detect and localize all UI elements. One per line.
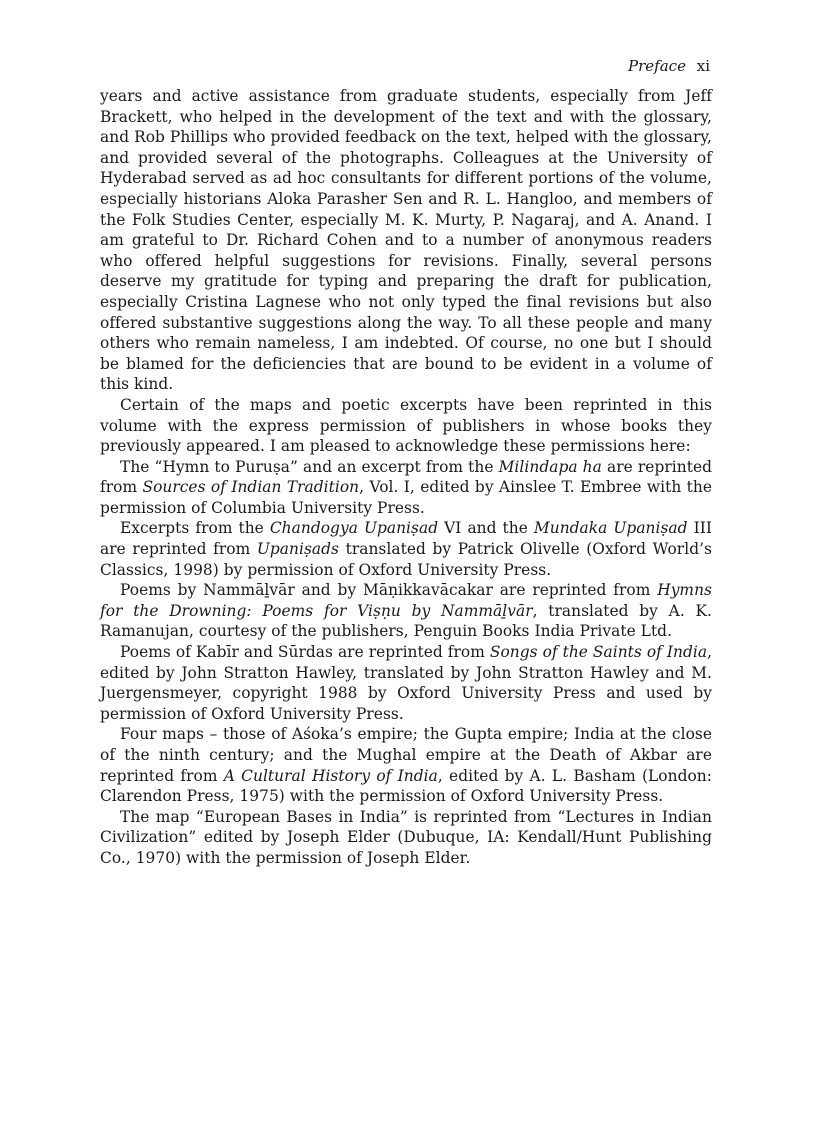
preface-body — [100, 86, 712, 869]
italic-title: Songs of the Saints of India — [489, 643, 708, 662]
italic-title: Upaniṣads — [256, 540, 339, 559]
text-run: are reprinted from — [100, 457, 713, 497]
paragraph-nammalvar — [100, 580, 712, 642]
text-run: The map “European Bases in India” is reprinted from “Lectures in Indian Civilization” edited by Joseph Elder (Dubuque, IA: Kendall/Hunt Publishing Co., 1970) with the permission of Joseph Elder. — [100, 807, 712, 867]
running-head — [628, 56, 710, 76]
text-run: Excerpts from the — [120, 519, 270, 538]
text-run: III are reprinted from — [100, 519, 712, 559]
paragraph-european-bases-map — [100, 807, 712, 869]
text-run: , edited by A. L. Basham (London: Clarendon Press, 1975) with the permission of Oxford University Press. — [100, 766, 712, 806]
text-run: translated by Patrick Olivelle (Oxford World’s Classics, 1998) by permission of Oxford University Press. — [100, 540, 712, 579]
paragraph-acknowledgments — [100, 86, 712, 395]
paragraph-hymn-to-purusa — [100, 457, 712, 519]
text-run: VI and the — [438, 519, 534, 538]
paragraph-permissions-intro — [100, 395, 712, 457]
text-run: Four maps – those of Aśoka’s empire; the Gupta empire; India at the close of the ninth century; and the Mughal empire at the Death of Akbar are reprinted from — [100, 725, 712, 785]
text-run: Poems by Nammāḻvār and by Māṇikkavācakar are reprinted from — [120, 581, 658, 600]
text-run: , edited by John Stratton Hawley, translated by John Stratton Hawley and M. Juergensmeyer, copyright 1988 by Oxford University Press and used by permission of Oxford University Press. — [100, 643, 713, 723]
italic-title: Sources of Indian Tradition — [142, 478, 360, 497]
text-run: Poems of Kabīr and Sūrdas are reprinted from — [120, 643, 490, 662]
paragraph-kabir-surdas — [100, 642, 712, 724]
text-run: , translated by A. K. Ramanujan, courtesy of the publishers, Penguin Books India Private Ltd. — [100, 601, 712, 641]
text-run: Certain of the maps and poetic excerpts have been reprinted in this volume with the express permission of publishers in whose books they previously appeared. I am pleased to acknowledge these permissions here: — [100, 395, 712, 456]
text-run: years and active assistance from graduate students, especially from Jeff Brackett, who helped in the development of the text and with the glossary, and Rob Phillips who provided feedback on the text, helped with the glossary, and provided several of the photographs. Colleagues at the University of Hyderabad served as ad hoc consultants for different portions of the volume, especially historians Aloka Parasher Sen and R. L. Hangloo, and members of the Folk Studies Center, especially M. K. Murty, P. Nagaraj, and A. Anand. I am grateful to Dr. Richard Cohen and to a number of anonymous readers who offered helpful suggestions for revisions. Finally, several persons deserve my gratitude for typing and preparing the draft for publication, especially Cristina Lagnese who not only typed the final revisions but also offered substantive suggestions along the way. To all these people and many others who remain nameless, I am indebted. Of course, no one but I should be blamed for the deficiencies that are bound to be evident in a volume of this kind. — [100, 87, 712, 394]
italic-title: Chandogya Upaniṣad — [269, 519, 439, 538]
text-run: The “Hymn to Puruṣa” and an excerpt from the — [120, 457, 499, 476]
running-head-title: Preface — [628, 57, 686, 75]
paragraph-four-maps — [100, 724, 712, 806]
italic-title: Milindapa ha — [498, 457, 602, 476]
page-number: xi — [696, 57, 710, 75]
paragraph-upanisads — [100, 518, 712, 580]
italic-title: Hymns for the Drowning: Poems for Viṣṇu by Nammāḻvār — [100, 581, 712, 620]
italic-title: A Cultural History of India — [223, 766, 438, 785]
italic-title: Mundaka Upaniṣad — [533, 519, 688, 538]
text-run: , Vol. I, edited by Ainslee T. Embree with the permission of Columbia University Press. — [100, 478, 713, 517]
